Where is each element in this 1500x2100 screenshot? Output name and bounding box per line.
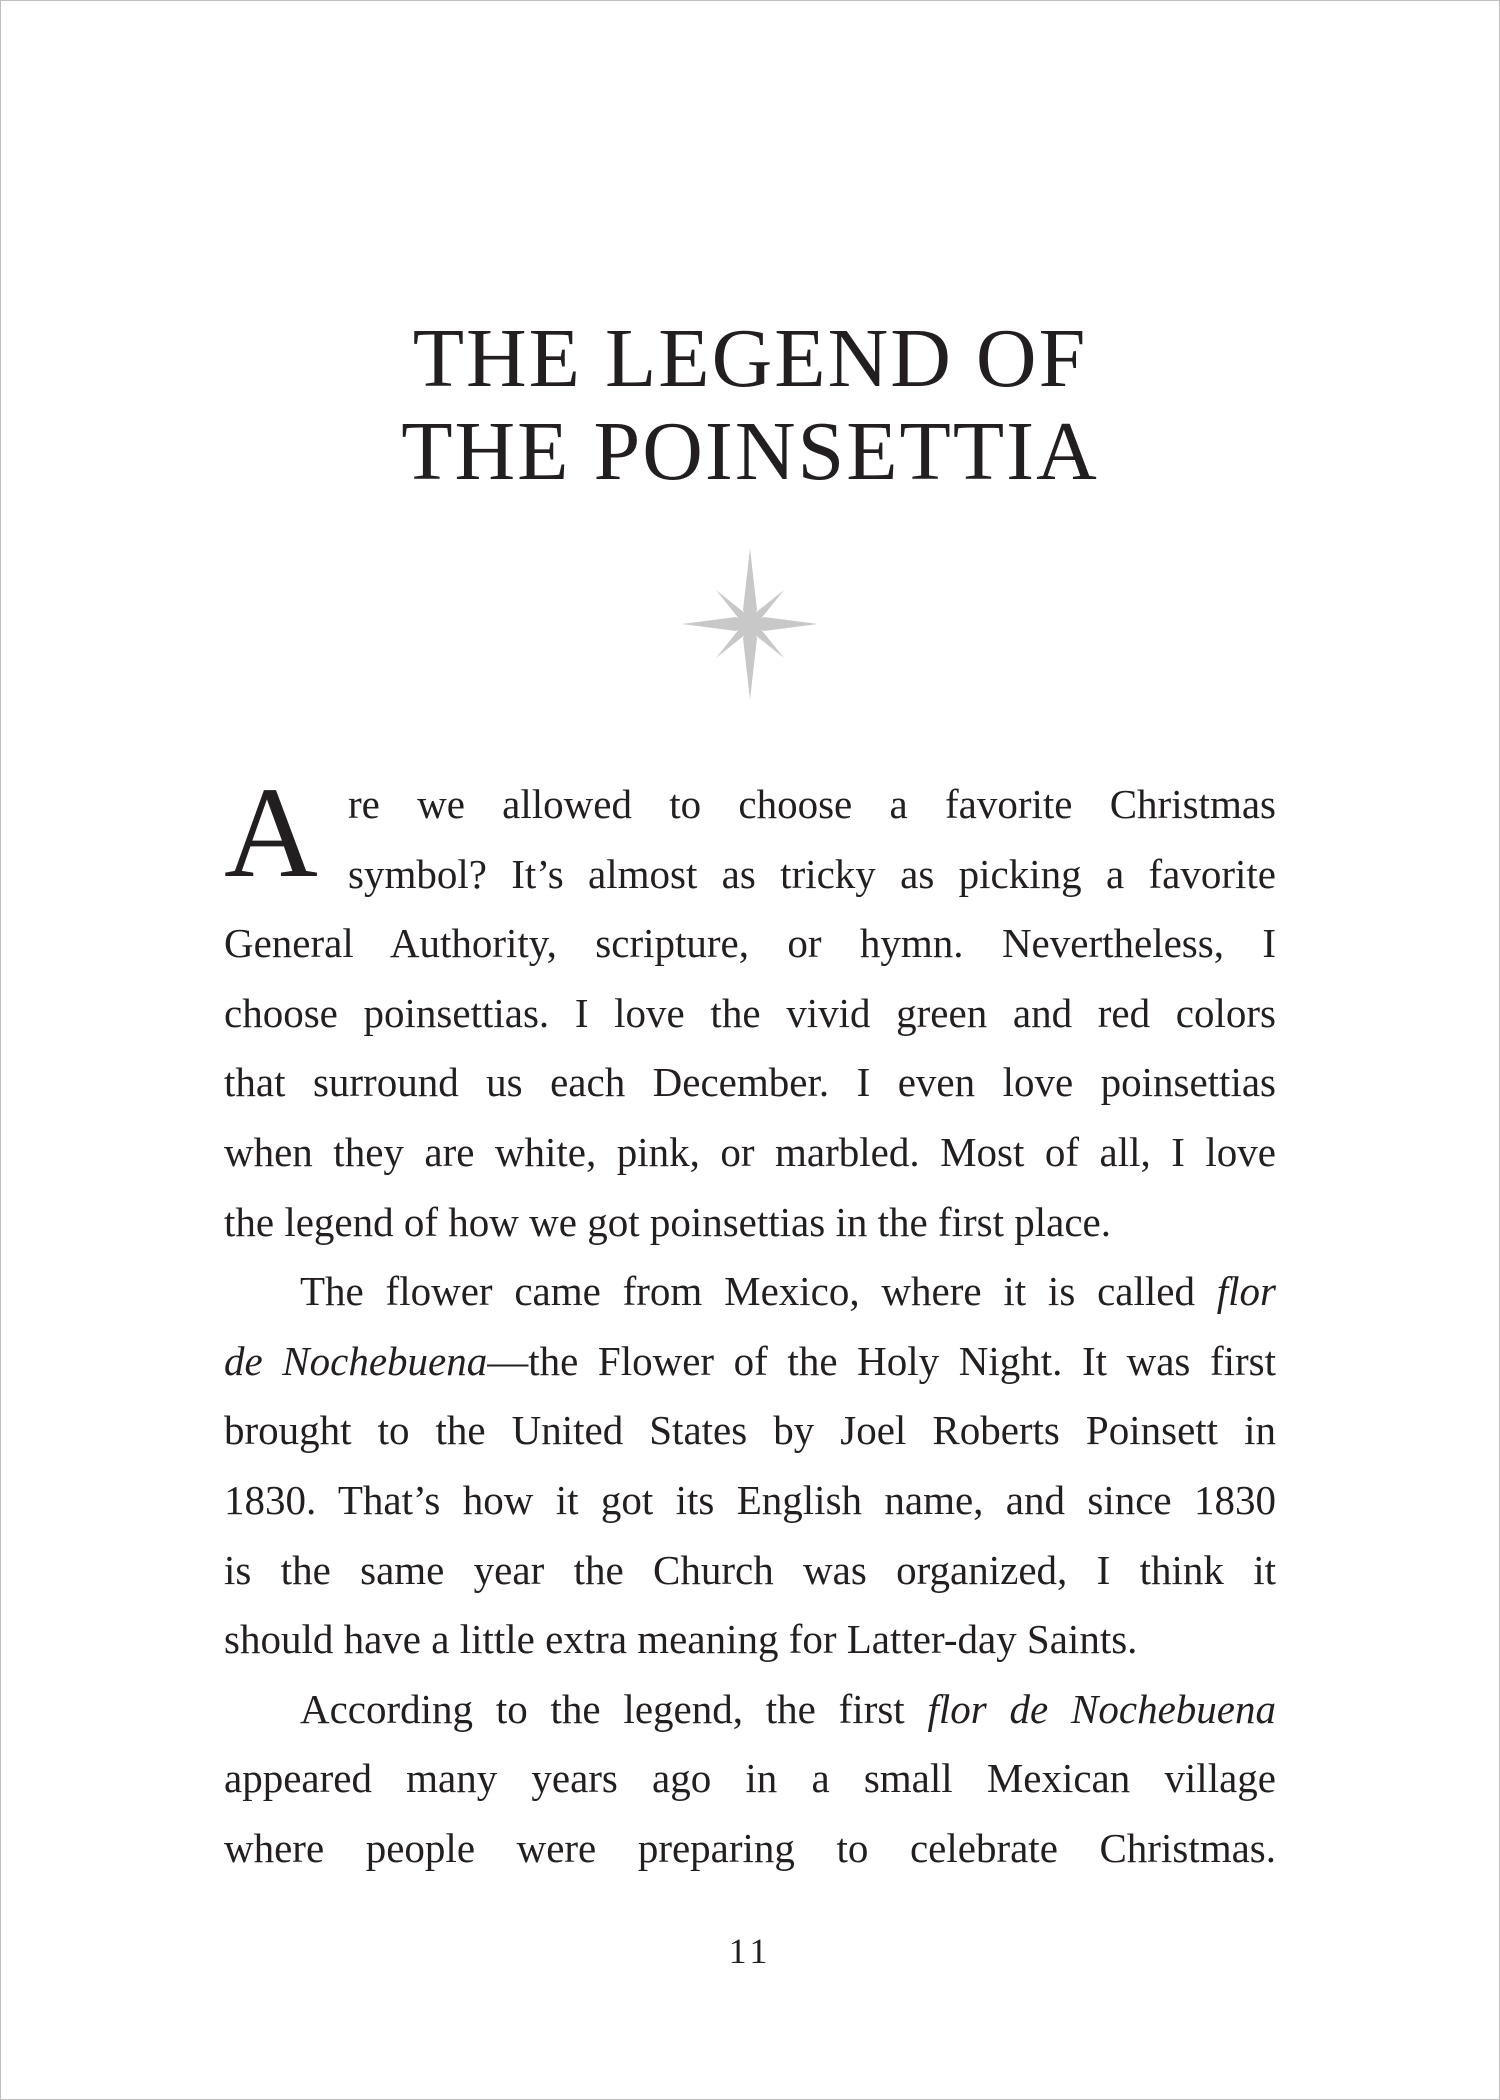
text-line: the legend of how we got poinsettias in the first place.: [224, 1198, 1111, 1245]
text-line: symbol? It’s almost as tricky as picking a favorite: [348, 850, 1276, 897]
text-line: 1830. That’s how it got its English name, and since 1830: [224, 1476, 1276, 1523]
text-line: General Authority, scripture, or hymn. Nevertheless, I: [224, 920, 1276, 967]
drop-cap-letter: A: [224, 761, 318, 905]
text-line: choose poinsettias. I love the vivid green and red colors: [224, 989, 1276, 1036]
text-line: is the same year the Church was organized, I think it: [224, 1546, 1276, 1593]
text-line: [224, 1257, 1276, 1327]
eight-point-star-icon: [682, 548, 818, 700]
text-run: —the Flower of the Holy Night. It was first: [487, 1337, 1277, 1384]
chapter-title-line-2: THE POINSETTIA: [401, 405, 1099, 498]
italic-run: flor de Nochebuena: [927, 1685, 1276, 1732]
text-run: The flower came from Mexico, where it is called: [300, 1268, 1217, 1315]
text-line: that surround us each December. I even love poinsettias: [224, 1059, 1276, 1106]
page-number: 11: [728, 1931, 772, 1971]
text-line: where people were preparing to celebrate Christmas.: [224, 1824, 1276, 1871]
text-run: According to the legend, the first: [300, 1685, 928, 1732]
text-line: should have a little extra meaning for Latter-day Saints.: [224, 1616, 1138, 1663]
body-text: [224, 761, 1277, 1884]
text-line: appeared many years ago in a small Mexican village: [224, 1755, 1276, 1802]
text-line: [224, 1675, 1276, 1745]
italic-run: flor: [1216, 1268, 1276, 1315]
italic-run: de Nochebuena: [224, 1337, 488, 1384]
text-line: when they are white, pink, or marbled. Most of all, I love: [224, 1128, 1276, 1175]
text-line: brought to the United States by Joel Roberts Poinsett in: [224, 1407, 1276, 1454]
chapter-title-line-1: THE LEGEND OF: [412, 312, 1088, 405]
chapter-title: [0, 312, 1500, 498]
text-line: re we allowed to choose a favorite Christmas: [348, 781, 1276, 827]
text-line: [224, 1327, 1276, 1397]
